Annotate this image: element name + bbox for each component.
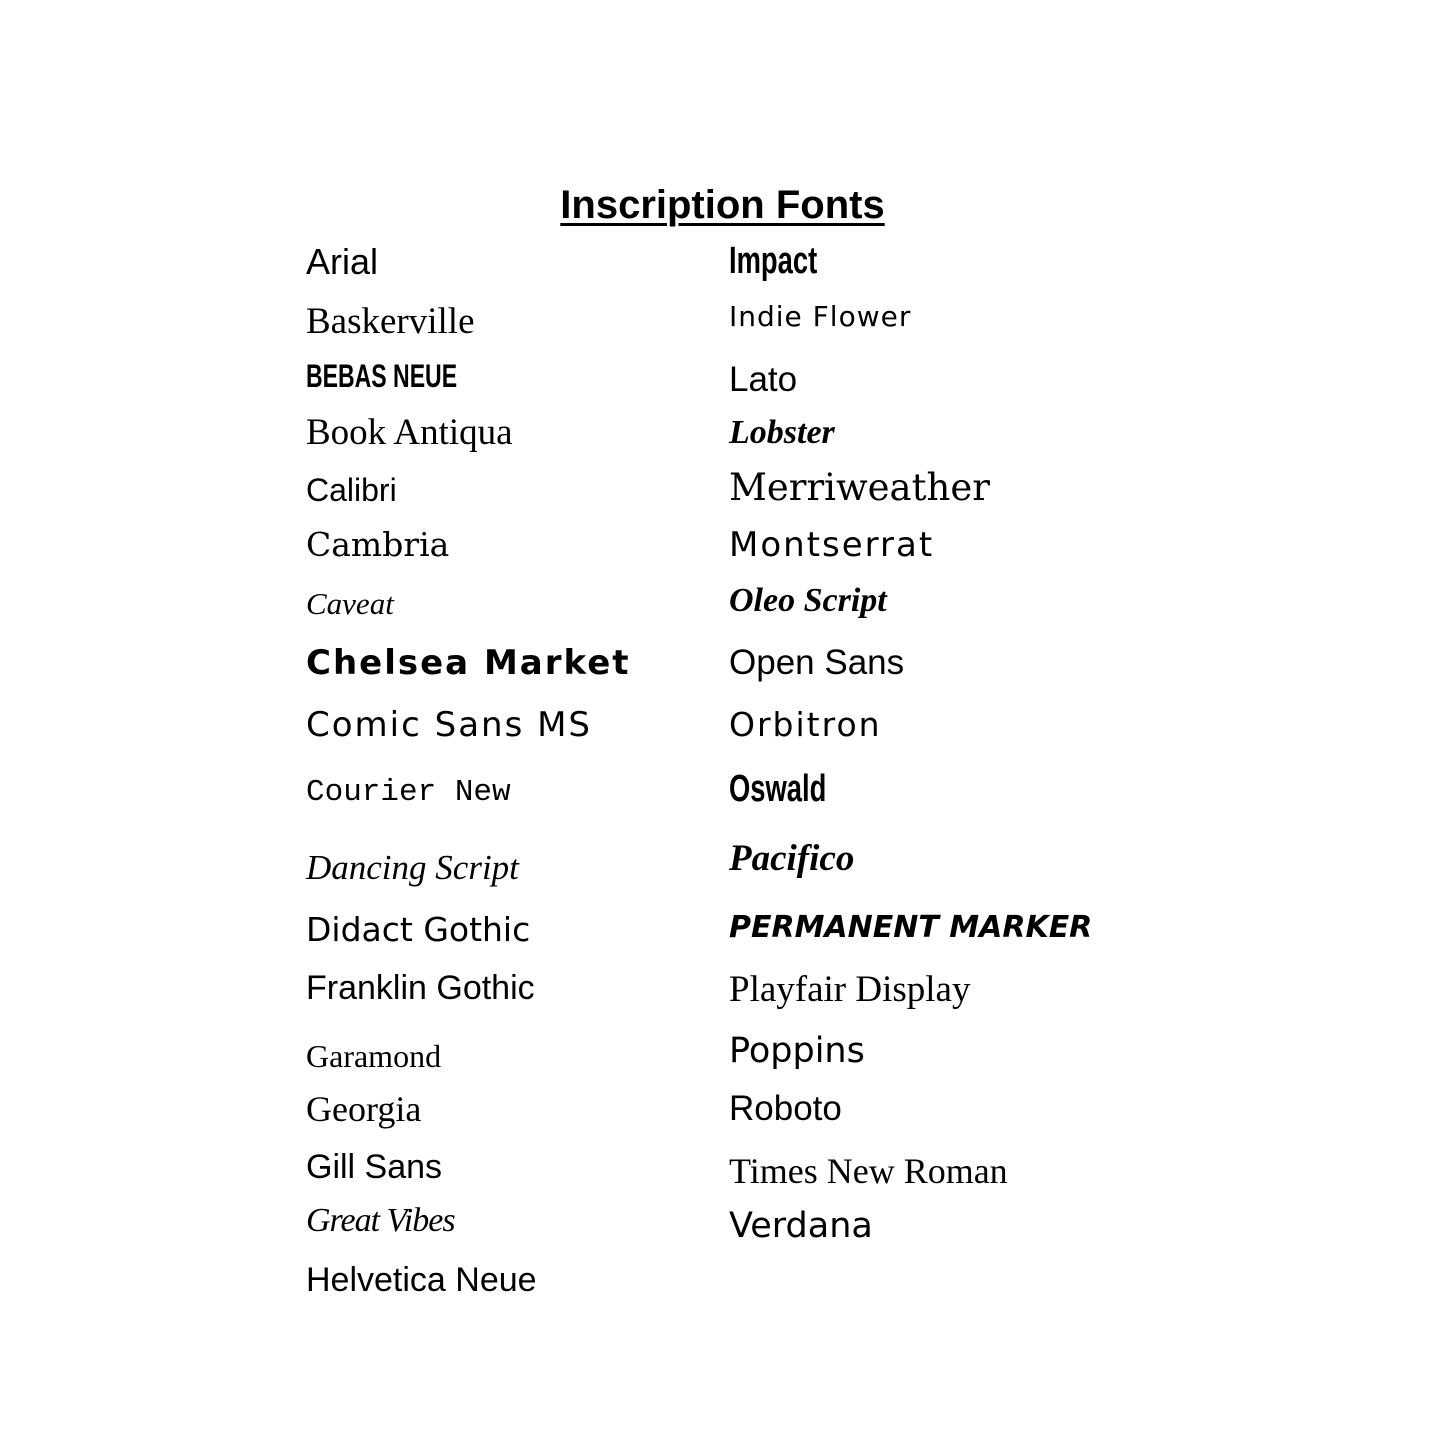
font-sample-oswald: Oswald <box>729 768 827 810</box>
font-sample-open-sans: Open Sans <box>729 643 905 682</box>
font-sample-orbitron: Orbitron <box>729 705 882 744</box>
font-sample-calibri: Calibri <box>306 472 397 508</box>
font-sample-helvetica-neue: Helvetica Neue <box>306 1261 537 1299</box>
font-sample-impact: Impact <box>729 240 818 282</box>
font-sample-comic-sans-ms: Comic Sans MS <box>306 705 593 745</box>
font-sample-permanent-marker: PERMANENT MARKER <box>729 910 1093 945</box>
font-sample-verdana: Verdana <box>729 1206 873 1246</box>
font-sample-indie-flower: Indie Flower <box>729 300 912 333</box>
font-sample-great-vibes: Great Vibes <box>306 1202 455 1239</box>
font-sample-courier-new: Courier New <box>306 775 511 810</box>
font-sample-baskerville: Baskerville <box>306 301 475 342</box>
font-sample-dancing-script: Dancing Script <box>306 848 519 887</box>
font-sample-chelsea-market: Chelsea Market <box>306 643 631 683</box>
font-sample-times-new-roman: Times New Roman <box>729 1151 1008 1191</box>
font-sample-garamond: Garamond <box>306 1038 442 1074</box>
font-sample-poppins: Poppins <box>729 1031 865 1071</box>
font-sample-pacifico: Pacifico <box>729 838 855 879</box>
font-sample-franklin-gothic: Franklin Gothic <box>306 969 535 1007</box>
page-title: Inscription Fonts <box>560 183 885 227</box>
font-sample-lato: Lato <box>729 360 798 399</box>
font-sample-cambria: Cambria <box>306 525 450 564</box>
font-sample-arial: Arial <box>306 241 379 282</box>
font-sample-playfair-display: Playfair Display <box>729 969 971 1010</box>
font-sample-roboto: Roboto <box>729 1089 842 1128</box>
font-sample-book-antiqua: Book Antiqua <box>306 412 513 453</box>
font-sample-oleo-script: Oleo Script <box>729 582 887 619</box>
font-sample-merriweather: Merriweather <box>729 466 990 509</box>
font-sample-caveat: Caveat <box>306 586 394 621</box>
font-sample-bebas-neue: BEBAS NEUE <box>306 358 458 394</box>
font-sample-gill-sans: Gill Sans <box>306 1148 443 1186</box>
font-sample-georgia: Georgia <box>306 1089 422 1129</box>
font-sample-didact-gothic: Didact Gothic <box>306 910 531 949</box>
font-sample-montserrat: Montserrat <box>729 525 935 565</box>
font-sample-lobster: Lobster <box>729 414 835 451</box>
